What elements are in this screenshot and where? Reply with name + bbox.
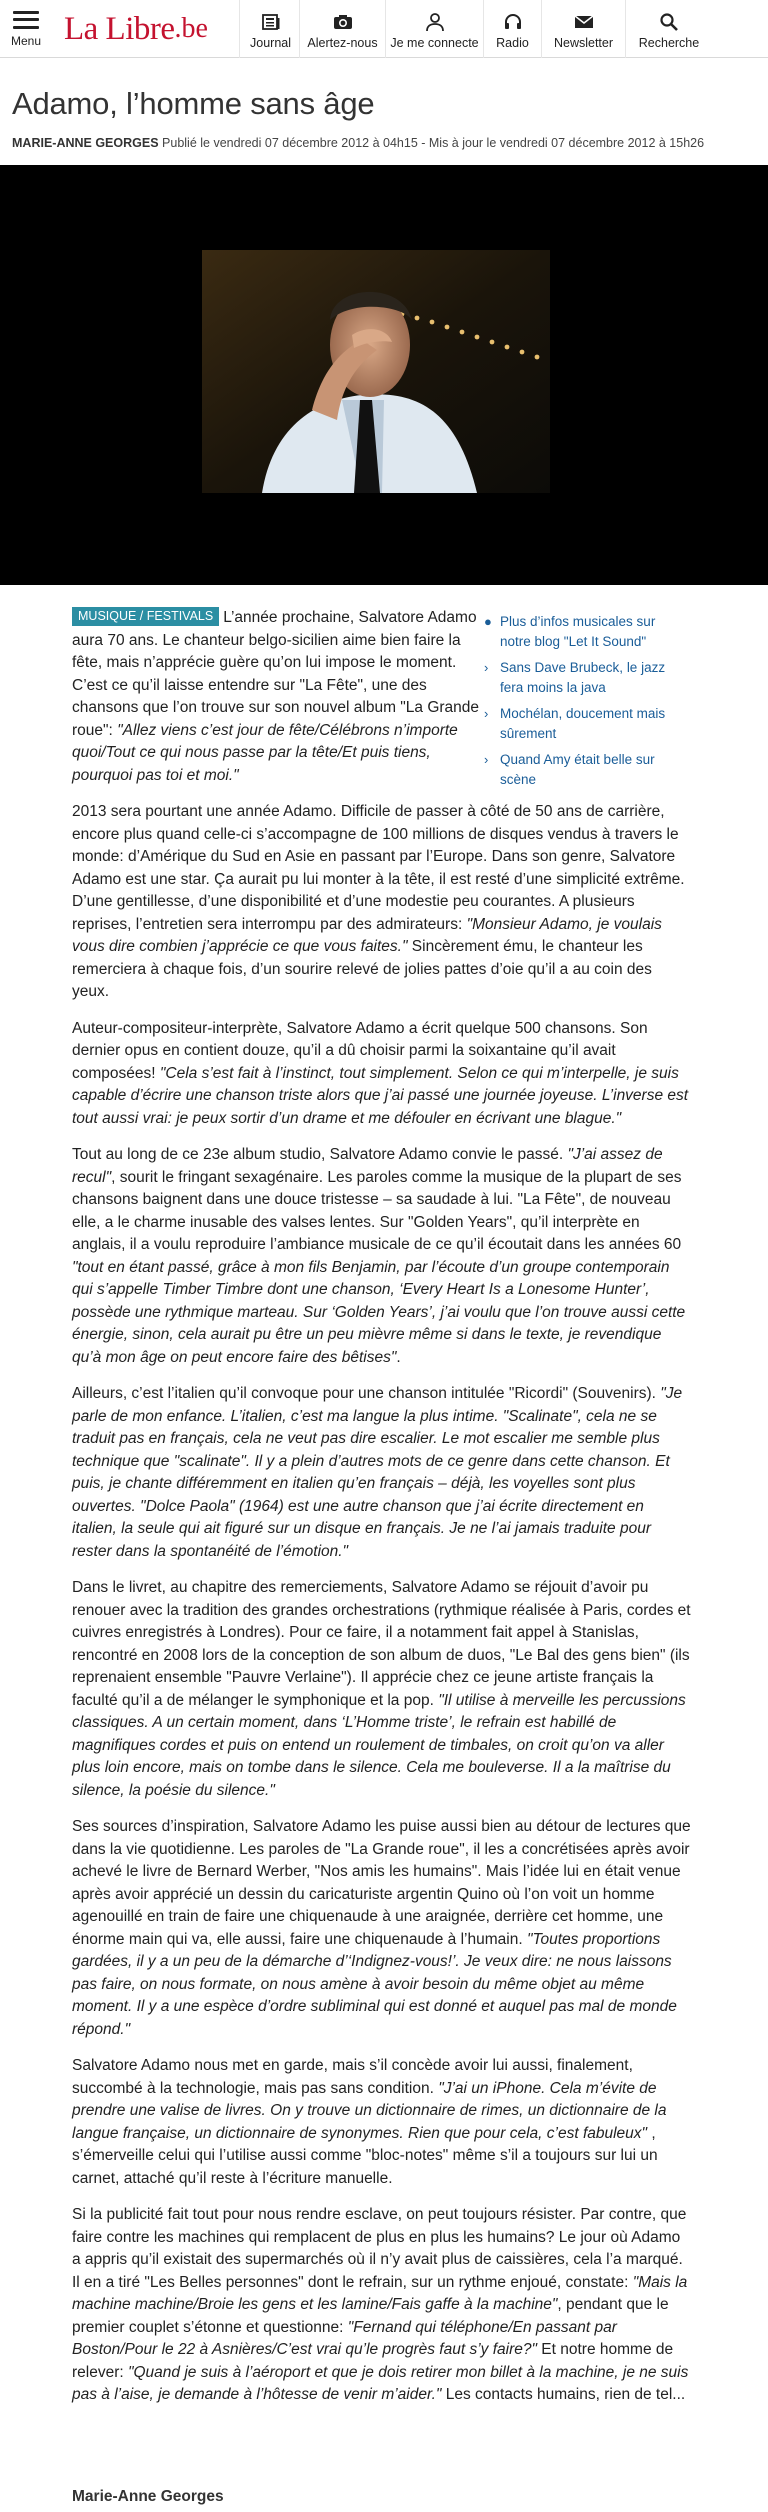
paragraph-text: 2013 sera pourtant une année Adamo. Difficile de passer à côté de 50 ans de carrière, encore plus quand celle-ci s’accompagne de 100 millions de disques vendus à travers le monde: d’Amérique du Sud en Asie en passant par l’Europe. Dans son genre, Salvatore Adamo est une star. Ça aurait pu lui monter à la tête, il est resté d’une simplicité extrême. D’une gentillesse, d’une disponibilité et d’une modestie peu courantes. A plusieurs reprises, l’entretien sera interrompu par des admirateurs: [72,803,685,933]
paragraph [72,2204,692,2407]
paragraph-quote: "Toutes proportions gardées, il y a un peu de la démarche d’‘Indignez-vous!’. Je veux dire: ne nous laissons pas faire, on nous formate, on nous amène à avoir besoin du même objet au même moment. Il y a une espèce d’ordre subliminal qui est donné et auquel pas mal de monde répond." [72,1930,677,2038]
nav-je-me-connecte[interactable] [386,0,484,58]
paragraph [72,1816,692,2041]
paragraph [72,2055,692,2190]
paragraph-text: . [396,1348,401,1366]
related-link-label[interactable]: Quand Amy était belle sur scène [500,752,655,787]
paragraph-text: Dans le livret, au chapitre des remerciements, Salvatore Adamo se réjouit d’avoir pu renouer avec la tradition des grandes orchestrations (rythmique réalisée à Paris, cordes et cuivres enregistrés à Londres). Pour ce faire, il a notamment fait appel à Stanislas, rencontré en 2008 lors de la conception de son album de duos, "Le Bal des gens bien" (ils reprenaient ensemble "Pauvre Verlaine"). Il apprécie chez ce jeune artiste français la faculté qu’il a de mélanger le symphonique et la pop. [72,1579,691,1709]
chevron-right-icon: › [484,660,489,675]
paragraph-quote: "J’ai assez de recul" [72,1146,663,1186]
paragraph-text: , pendant que le premier couplet s’étonne et questionne: [72,2296,669,2336]
paragraph-text: , sourit le fringant sexagénaire. Les paroles comme la musique de la plupart de ses chansons baignent dans une douce tristesse – sa saudade à lui. "La Fête", de nouveau elle, a le charme inusable des valses lentes. Sur "Golden Years", qu’il interprète en anglais, il a voulu reproduire l’ambiance musicale de ce qu’il écoutait dans les années 60 [72,1168,682,1253]
nav-label: Radio [496,36,529,50]
top-navigation-bar [0,0,768,58]
nav-label: Recherche [638,36,700,50]
nav-alertez-nous[interactable] [300,0,386,58]
hamburger-icon [13,11,39,29]
user-icon [425,12,445,32]
nav-label: Newsletter [553,36,614,50]
related-link-label[interactable]: Mochélan, doucement mais sûrement [500,706,666,741]
lead-quote: "Allez viens c’est jour de fête/Célébrons n’importe quoi/Tout ce qui nous passe par la tête/Et puis tiens, pourquoi pas toi et moi." [72,721,458,784]
related-link-label[interactable]: Sans Dave Brubeck, le jazz fera moins la java [500,660,666,695]
camera-icon [333,12,353,32]
chevron-right-icon: › [484,706,489,721]
paragraph-text: Les contacts humains, rien de tel... [441,2386,686,2403]
paragraph [72,1577,692,1802]
article-signature: Marie-Anne Georges [72,2488,224,2505]
photo-illustration [202,250,550,493]
envelope-icon [574,12,594,32]
paragraph-quote: "Je parle de mon enfance. L’italien, c’est ma langue la plus intime. "Scalinate", cela ne se traduit pas en français, cela ne veut pas dire escalier. Le mot escalier me semble plus technique que "scalinate". Il y a plein d’autres mots de ce genre dans cette chanson. Et puis, je chante différemment en italien qu’en français – déjà, les voyelles sont plus ouvertes. "Dolce Paola" (1964) est une autre chanson que j’ai écrite directement en italien, la seule qui ait figuré sur un disque en français. Je ne l’ai jamais traduite pour rester dans la spontanéité de l’émotion." [72,1385,683,1560]
paragraph-text: Sincèrement ému, le chanteur les remerciera à chaque fois, d’un sourire relevé de jolies pattes d’oie qu’il a au coin des yeux. [72,938,652,1000]
paragraph [72,801,692,1004]
menu-label: Menu [10,33,42,48]
related-link-label[interactable]: Plus d’infos musicales sur notre blog "Let It Sound" [500,614,656,649]
chevron-right-icon: › [484,752,489,767]
site-logo[interactable] [58,0,240,58]
paragraph-quote: "Cela s’est fait à l’instinct, tout simplement. Selon ce qui m’interpelle, je suis capable d’écrire une chanson triste alors que j’ai passé une journée joyeuse. L’inverse est tout aussi vrai: je peux sortir d’un drame et me défouler en écrivant une blague." [72,1064,689,1127]
paragraph-text: Ses sources d’inspiration, Salvatore Adamo les puise aussi bien au détour de lectures que dans la vie quotidienne. Les paroles de "La Grande roue", il les a concrétisées après avoir achevé le livre de Bernard Werber, "Nos amis les humains". Mais l’idée lui en était venue après avoir apprécié un dessin du caricaturiste argentin Quino où l’on voit un homme agenouillé en train de faire une chiquenaude à une araignée, derrière cet homme, une énorme main qui va, elle aussi, faire une chiquenaude à l’humain. [72,1818,691,1948]
paragraph-quote: "Il utilise à merveille les percussions classiques. A un certain moment, dans ‘L’Homme triste’, le refrain est habillé de magnifiques cordes et puis on entend un roulement de timbales, on croit qu’on va aller plus loin encore, mais on tombe dans le silence. Cela me bouleverse. Il a la maîtrise du silence, la poésie du silence." [72,1691,686,1799]
paragraph [72,1144,692,1369]
paragraph-quote: "Mais la machine machine/Broie les gens et les lamine/Fais gaffe à la machine" [72,2273,688,2313]
paragraph-text: Auteur-compositeur-interprète, Salvatore Adamo a écrit quelque 500 chansons. Son dernier opus en contient douze, qu’il a dû choisir parmi la soixantaine qu’il avait composées! [72,1019,648,1082]
paragraph-text: Salvatore Adamo nous met en garde, mais s’il concède avoir lui aussi, finalement, succombé à la technologie, mais pas sans condition. [72,2057,633,2097]
nav-label: Je me connecte [390,36,479,50]
paragraph [72,1383,692,1563]
search-icon [659,12,679,32]
menu-button[interactable] [0,0,52,58]
lead-text: L’année prochaine, Salvatore Adamo aura 70 ans. Le chanteur belgo-sicilien aime bien faire la fête, mais n’apprécie guère qu’on lui impose le moment. C’est ce qu’il laisse entendre sur "La Fête", une des chansons que l’on trouve sur son nouvel album "La Grande roue": [72,609,480,739]
article-media-area [0,165,768,585]
category-tag[interactable]: MUSIQUE / FESTIVALS [72,607,219,626]
paragraph-quote: "Monsieur Adamo, je voulais vous dire combien j’apprécie ce que vous faites." [72,915,662,955]
logo-text: La Libre [64,10,175,47]
paragraph-text: Et notre homme de relever: [72,2341,674,2381]
paragraph-quote: "tout en étant passé, grâce à mon fils Benjamin, par l’écoute d’un groupe contemporain qui s’appelle Timber Timbre dont une chanson, ‘Every Heart Is a Lonesome Hunter’, possède une rythmique marteau. Sur ‘Golden Years’, j’ai voulu que l’on trouve aussi cette énergie, sinon, cela aurait pu être un peu mièvre même si dans le texte, je revendique qu’à mon âge on peut encore faire des bêtises" [72,1258,686,1366]
nav-label: Journal [250,36,291,50]
paragraph-text: Si la publicité fait tout pour nous rendre esclave, on peut toujours résister. Par contre, que faire contre les machines qui remplacent de plus en plus les humains? Le jour où Adamo a appris qu’il existait des supermarchés où il n’y avait plus de caissières, cela l’a marqué. Il en a tiré "Les Belles personnes" dont le refrain, sur un rythme enjoué, constate: [72,2206,687,2291]
paragraph-text: Ailleurs, c’est l’italien qu’il convoque pour une chanson intitulée "Ricordi" (Souvenirs). [72,1385,661,1402]
headphones-icon [503,12,523,32]
nav-recherche[interactable] [626,0,712,58]
comment-icon: ● [484,614,492,629]
publish-date: Publié le vendredi 07 décembre 2012 à 04h15 - Mis à jour le vendredi 07 décembre 2012 à 15h26 [162,136,705,150]
nav-radio[interactable] [484,0,542,58]
logo-suffix: .be [174,13,208,44]
paragraph-quote: "J’ai un iPhone. Cela m’évite de prendre une valise de livres. On y trouve un dictionnaire de rimes, un dictionnaire de la langue française, un dictionnaire de synonymes. Rien que pour cela, c’est fabuleux" [72,2079,667,2142]
article-author[interactable]: MARIE-ANNE GEORGES [12,136,159,150]
paragraph-text: , s’émerveille celui qui l’utilise aussi comme "bloc-notes" même s’il a toujours sur lui un carnet, attaché qu’il reste à l’écriture manuelle. [72,2124,658,2187]
nav-label: Alertez-nous [307,36,378,50]
header-nav [242,0,712,58]
paragraph [72,1018,692,1131]
newspaper-icon [261,12,281,32]
article-body [72,607,692,2421]
article-title: Adamo, l’homme sans âge [12,86,375,121]
article-photo [202,250,550,493]
article-lead [72,607,482,787]
nav-newsletter[interactable] [542,0,626,58]
article-meta [12,136,704,150]
paragraph-quote: "Quand je suis à l’aéroport et que je dois retirer mon billet à la machine, je ne suis pas à l’aise, je demande à l’hôtesse de venir m’aider." [72,2363,689,2403]
paragraph-quote: "Fernand qui téléphone/En passant par Boston/Pour le 22 à Asnières/C’est vrai qu’le progrès faut s’y faire?" [72,2318,617,2358]
paragraph-text: Tout au long de ce 23e album studio, Salvatore Adamo convie le passé. [72,1146,568,1163]
nav-journal[interactable] [242,0,300,58]
